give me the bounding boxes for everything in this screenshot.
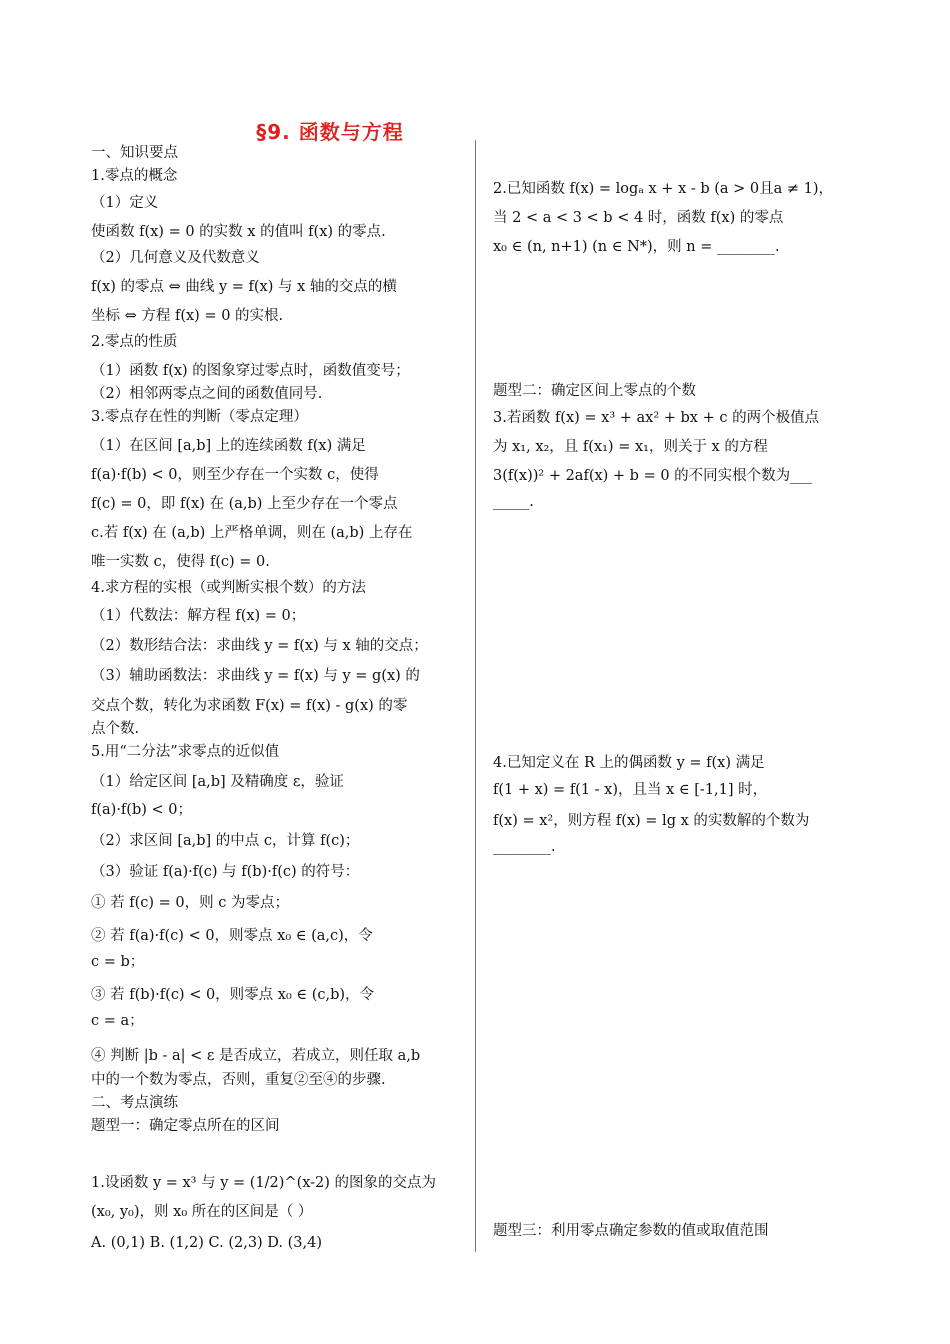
question-4-stem: f(1 + x) = f(1 - x)，且当 x ∈ [-1,1] 时， bbox=[493, 782, 768, 798]
text-line: （1）定义 bbox=[91, 195, 159, 211]
subheading: 3.零点存在性的判断（零点定理） bbox=[91, 409, 308, 425]
subheading: 1.零点的概念 bbox=[91, 168, 178, 184]
question-4-stem: f(x) = x²，则方程 f(x) = lg x 的实数解的个数为 bbox=[493, 813, 810, 829]
right-column-t3 bbox=[493, 1220, 863, 1243]
question-1-options: A. (0,1) B. (1,2) C. (2,3) D. (3,4) bbox=[91, 1235, 323, 1251]
question-4-stem: 4.已知定义在 R 上的偶函数 y = f(x) 满足 bbox=[493, 755, 765, 771]
question-1-stem: (x₀, y₀)，则 x₀ 所在的区间是（ ） bbox=[91, 1204, 313, 1220]
text-line: 中的一个数为零点，否则，重复②至④的步骤. bbox=[91, 1072, 386, 1088]
text-line: ① 若 f(c) = 0，则 c 为零点； bbox=[91, 895, 289, 911]
text-line: f(c) = 0，即 f(x) 在 (a,b) 上至少存在一个零点 bbox=[91, 496, 398, 512]
text-line: （2）相邻两零点之间的函数值同号. bbox=[91, 386, 323, 402]
text-line: （2）求区间 [a,b] 的中点 c，计算 f(c)； bbox=[91, 833, 360, 849]
text-line: （2）数形结合法：求曲线 y = f(x) 与 x 轴的交点； bbox=[91, 638, 428, 654]
subheading: 4.求方程的实根（或判断实根个数）的方法 bbox=[91, 580, 366, 596]
text-line: （1）在区间 [a,b] 上的连续函数 f(x) 满足 bbox=[91, 438, 366, 454]
text-line: （1）代数法：解方程 f(x) = 0； bbox=[91, 608, 306, 624]
text-line: （2）几何意义及代数意义 bbox=[91, 250, 260, 266]
text-line: ③ 若 f(b)·f(c) < 0，则零点 x₀ ∈ (c,b)，令 bbox=[91, 987, 375, 1003]
text-line: 坐标 ⇔ 方程 f(x) = 0 的实根. bbox=[91, 308, 284, 324]
text-line: （1）给定区间 [a,b] 及精确度 ε，验证 bbox=[91, 774, 344, 790]
column-divider bbox=[475, 140, 476, 1252]
section-heading: 二、考点演练 bbox=[91, 1095, 178, 1111]
page-title: §9. 函数与方程 bbox=[256, 120, 404, 144]
subheading: 5.用“二分法”求零点的近似值 bbox=[91, 744, 280, 760]
text-line: c = b； bbox=[91, 954, 145, 970]
text-line: ④ 判断 |b - a| < ε 是否成立，若成立，则任取 a,b bbox=[91, 1048, 421, 1064]
right-column-q3 bbox=[493, 380, 863, 514]
text-line: f(x) 的零点 ⇔ 曲线 y = f(x) 与 x 轴的交点的横 bbox=[91, 279, 397, 295]
text-line: 点个数. bbox=[91, 721, 140, 737]
question-3-stem: 3(f(x))² + 2af(x) + b = 0 的不同实根个数为___ bbox=[493, 468, 812, 484]
right-column-q2 bbox=[493, 178, 863, 259]
text-line: c = a； bbox=[91, 1013, 144, 1029]
question-2-stem: 当 2 < a < 3 < b < 4 时，函数 f(x) 的零点 bbox=[493, 210, 784, 226]
text-line: ② 若 f(a)·f(c) < 0，则零点 x₀ ∈ (a,c)，令 bbox=[91, 928, 373, 944]
text-line: 交点个数，转化为求函数 F(x) = f(x) - g(x) 的零 bbox=[91, 698, 408, 714]
text-line: f(a)·f(b) < 0，则至少存在一个实数 c，使得 bbox=[91, 467, 379, 483]
text-line: 使函数 f(x) = 0 的实数 x 的值叫 f(x) 的零点. bbox=[91, 224, 386, 240]
question-type-heading: 题型一：确定零点所在的区间 bbox=[91, 1118, 280, 1134]
text-line: 唯一实数 c，使得 f(c) = 0. bbox=[91, 554, 270, 570]
text-line: （1）函数 f(x) 的图象穿过零点时，函数值变号； bbox=[91, 363, 410, 379]
section-heading: 一、知识要点 bbox=[91, 145, 178, 161]
text-line: （3）辅助函数法：求曲线 y = f(x) 与 y = g(x) 的 bbox=[91, 668, 420, 684]
question-3-stem: 3.若函数 f(x) = x³ + ax² + bx + c 的两个极值点 bbox=[493, 410, 820, 426]
question-2-stem: 2.已知函数 f(x) = logₐ x + x - b (a > 0且a ≠ 1)， bbox=[493, 181, 834, 197]
question-1-stem: 1.设函数 y = x³ 与 y = (1/2)^(x-2) 的图象的交点为 bbox=[91, 1175, 437, 1191]
question-type-heading: 题型三：利用零点确定参数的值或取值范围 bbox=[493, 1223, 769, 1239]
text-line: c.若 f(x) 在 (a,b) 上严格单调，则在 (a,b) 上存在 bbox=[91, 525, 413, 541]
left-column bbox=[91, 142, 459, 1255]
question-2-stem: x₀ ∈ (n, n+1) (n ∈ N*)，则 n = ________. bbox=[493, 239, 780, 255]
question-3-stem: _____. bbox=[493, 494, 534, 510]
text-line: （3）验证 f(a)·f(c) 与 f(b)·f(c) 的符号： bbox=[91, 864, 360, 880]
question-type-heading: 题型二：确定区间上零点的个数 bbox=[493, 383, 696, 399]
question-3-stem: 为 x₁, x₂，且 f(x₁) = x₁，则关于 x 的方程 bbox=[493, 439, 768, 455]
question-4-stem: ________. bbox=[493, 839, 556, 855]
text-line: f(a)·f(b) < 0； bbox=[91, 802, 192, 818]
subheading: 2.零点的性质 bbox=[91, 334, 178, 350]
right-column-q4 bbox=[493, 752, 863, 859]
